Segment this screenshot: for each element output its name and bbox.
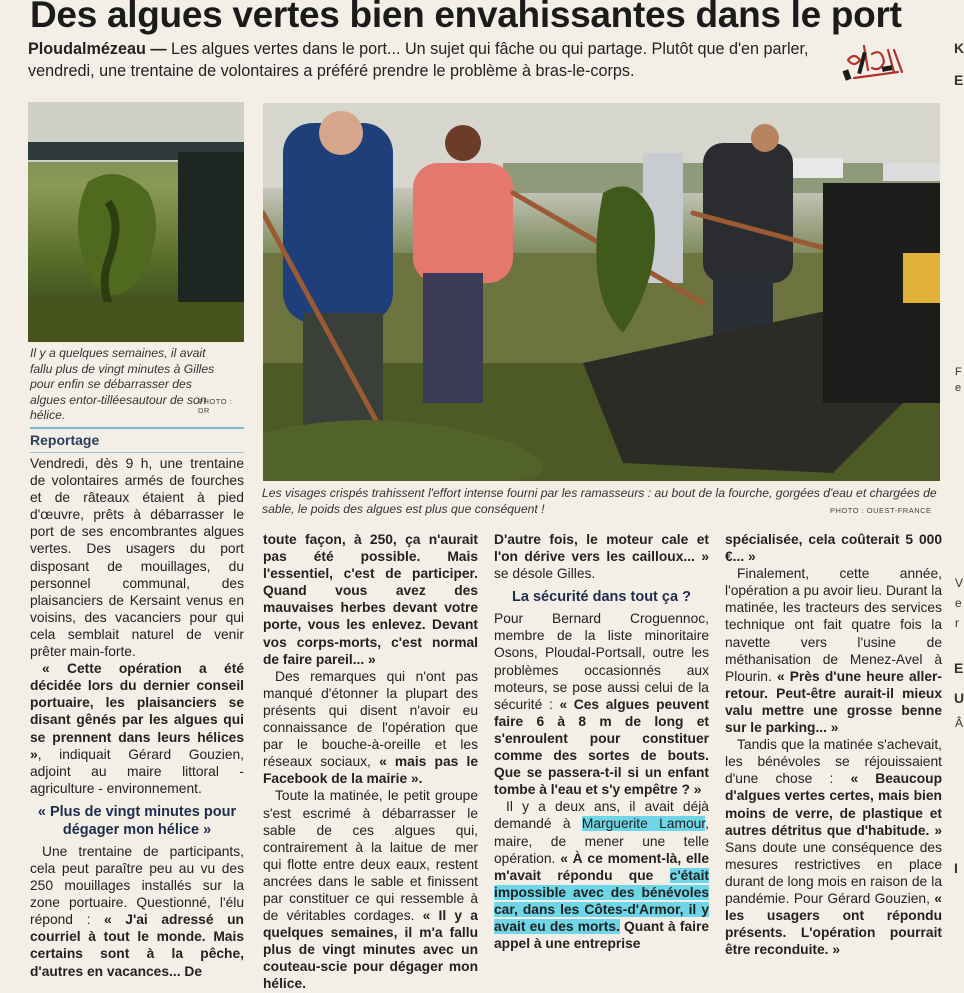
photo-main-caption: Les visages crispés trahissent l'effort intense fourni par les ramasseurs : au bout de la fourche, gorgées d'eau et chargées de sable, le poids des algues est plus que conséquent ! bbox=[262, 486, 937, 516]
paragraph: spécialisée, cela coûterait 5 000 €... » bbox=[725, 532, 942, 565]
paragraph: Tandis que la matinée s'achevait, les bénévoles se réjouissaient d'une chose : « Beaucoup d'algues vertes certes, mais bien moins de verre, de plastique et autres détritus que d'habitude. » Sans doute une conséquence des mesures restrictives en place durant de long mois en raison de la pandémie. Pour Gérard Gouzien, « les usagers ont répondu présents. L'opération pourrait être reconduite. » bbox=[725, 737, 942, 958]
edge-fragment: E bbox=[954, 660, 964, 676]
edge-fragment: e bbox=[955, 382, 962, 394]
paragraph: Pour Bernard Croguennoc, membre de la liste minoritaire Osons, Ploudal-Portsall, outre les problèmes occasionnés aux moteurs, se pose aussi celui de la sécurité : « Ces algues peuvent faire 6 à 8 m de long et s'enroulent pour constituer comme des sortes de bouts. Que se passera-t-il si un enfant tombe à l'eau et s'y empêtre ? » bbox=[494, 611, 709, 798]
photo-main-credit: PHOTO : OUEST-FRANCE bbox=[830, 506, 932, 515]
subheading: La sécurité dans tout ça ? bbox=[512, 589, 691, 606]
dateline: Ploudalmézeau — bbox=[28, 40, 167, 58]
article-headline: Des algues vertes bien envahissantes dans le port bbox=[30, 0, 902, 35]
photo-small-caption: Il y a quelques semaines, il avait fallu plus de vingt minutes à Gilles pour enfin se débarrasser des algues entor-tilléesautour de son hélice. bbox=[30, 346, 215, 422]
section-label: Reportage bbox=[30, 427, 244, 453]
paragraph: D'autre fois, le moteur cale et l'on dérive vers les cailloux... » se désole Gilles. bbox=[494, 532, 709, 582]
photo-small-credit: PHOTO : DR bbox=[198, 397, 233, 415]
paragraph: Des remarques qui n'ont pas manqué d'étonner la plupart des présents qui disent n'avoir eu connaissance de l'opération que par le bouche-à-oreille et les réseaux sociaux, « mais pas le Facebook de la mairie ». bbox=[263, 668, 478, 787]
edge-fragment: Â bbox=[955, 716, 964, 730]
photo-volunteers-raking bbox=[263, 103, 940, 481]
article-column-4 bbox=[725, 531, 942, 958]
edge-fragment: V bbox=[955, 576, 964, 590]
edge-fragment: F bbox=[955, 366, 962, 378]
article-column-2 bbox=[263, 531, 478, 993]
article-column-1 bbox=[30, 455, 244, 980]
subheading: « Plus de vingt minutes pour dégager mon hélice » bbox=[37, 803, 237, 838]
edge-fragment: K bbox=[954, 40, 964, 56]
highlighted-quote: c'était impossible avec des bénévoles car, dans les Côtes-d'Armor, il y avait eu des morts. bbox=[494, 867, 709, 934]
paragraph: Toute la matinée, le petit groupe s'est escrimé à débarrasser le sable de ces algues qui, contrairement à la laitue de mer qui flotte entre deux eaux, restent ancrées dans le sable et finissent par constituer ce qui ressemble à de véritables cordages. « Il y a quelques semaines, il m'a fallu plus de vingt minutes avec un couteau-scie pour dégager mon hélice. bbox=[263, 788, 478, 992]
paragraph: Une trentaine de participants, cela peut paraître peu au vu des 250 mouillages installés sur la zone portuaire. Questionné, l'élu répond : « J'ai adressé un courriel à tout le monde. Mais certains sont à la pêche, d'autres en vacances... De bbox=[30, 843, 244, 979]
photo-boat-algae bbox=[28, 102, 244, 342]
paragraph: Finalement, cette année, l'opération a pu avoir lieu. Durant la matinée, les tracteurs des services technique ont fait quatre fois la navette vers l'usine de méthanisation de Menez-Avel à Plourin. « Près d'une heure aller-retour. Peut-être aurait-il mieux valu mettre une grosse benne sur le parking... » bbox=[725, 566, 942, 736]
edge-fragment: I bbox=[954, 860, 958, 876]
edge-fragment: U bbox=[954, 690, 964, 706]
paragraph: Il y a deux ans, il avait déjà demandé à Marguerite Lamour, maire, de mener une telle opération. « À ce moment-là, elle m'avait répondu que c'était impossible avec des bénévoles car, dans les Côtes-d'Armor, il y avait eu des morts. Quant à faire appel à une entreprise bbox=[494, 799, 709, 952]
highlighted-name: Marguerite Lamour bbox=[581, 816, 706, 832]
article-lede bbox=[28, 38, 858, 82]
edge-fragment: e bbox=[955, 596, 962, 610]
lede-text: Les algues vertes dans le port... Un sujet qui fâche ou qui partage. Plutôt que d'en parler, vendredi, une trentaine de volontaires a préféré prendre le problème à bras-le-corps. bbox=[28, 40, 809, 80]
paragraph: Vendredi, dès 9 h, une trentaine de volontaires armés de fourches et de râteaux étaient à pied d'œuvre, prêts à débarrasser le port de ses encombrantes algues vertes. Des usagers du port disposant de mouillages, du personnel communal, des plaisanciers de Kersaint venus en voisins, des vacanciers pour qui cela semblait naturel de venir prêter main-forte. bbox=[30, 456, 244, 660]
paragraph: toute façon, à 250, ça n'aurait pas été possible. Mais l'essentiel, c'est de participer. Quand vous avez des mauvaises herbes devant votre porte, vous les enlevez. Devant vos corps-morts, c'est normal de faire pareil... » bbox=[263, 532, 478, 667]
paragraph: « Cette opération a été décidée lors du dernier conseil portuaire, les plaisanciers se disant gênés par les algues qui se prennent dans leurs hélices », indiquait Gérard Gouzien, adjoint au maire littoral - agriculture - environnement. bbox=[30, 661, 244, 796]
edge-fragment: r bbox=[955, 616, 959, 630]
edge-fragment: E bbox=[954, 72, 964, 88]
handwritten-date-mark bbox=[838, 40, 914, 88]
article-column-3 bbox=[494, 531, 709, 952]
